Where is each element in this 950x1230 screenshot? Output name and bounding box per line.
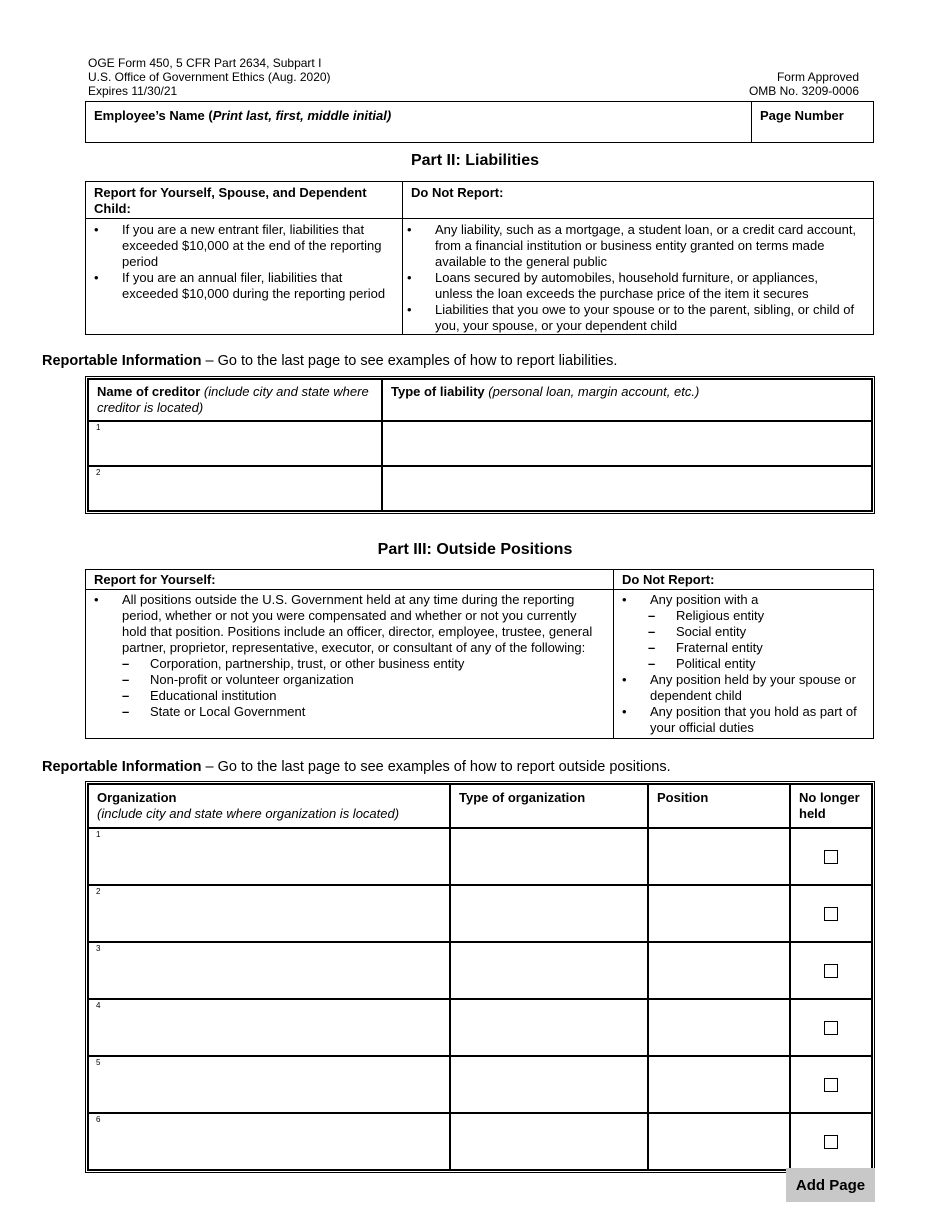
form-line-2: U.S. Office of Government Ethics (Aug. 2020) (88, 70, 331, 84)
form-line-1: OGE Form 450, 5 CFR Part 2634, Subpart I (88, 56, 322, 70)
row-number: 2 (96, 468, 101, 477)
part2-do-not-item: • Liabilities that you owe to your spouse or to the parent, sibling, or child of you, your spouse, or your dependent child (399, 302, 857, 334)
part3-reportable-text: – Go to the last page to see examples of how to report outside positions. (201, 759, 671, 775)
add-page-button[interactable]: Add Page (786, 1168, 875, 1202)
part3-report-subitem: – Non-profit or volunteer organization (122, 672, 595, 688)
part3-report-text: All positions outside the U.S. Government held at any time during the reporting period, whether or not you were compensated and whether or not you currently hold that position. Positions include an officer, director, employee, trustee, general partner, proprietor, representative, executor, or consultant of any of the following: (122, 592, 593, 655)
position-input[interactable] (648, 999, 790, 1056)
creditor-input[interactable] (88, 466, 382, 511)
org-type-input[interactable] (450, 999, 648, 1056)
part2-report-list (86, 219, 403, 334)
position-input[interactable] (648, 1113, 790, 1170)
employee-name-hint: Print last, first, middle initial) (212, 108, 392, 123)
position-input[interactable] (648, 885, 790, 942)
part2-reportable-text: – Go to the last page to see examples of how to report liabilities. (201, 353, 618, 369)
row-number: 6 (96, 1115, 101, 1124)
creditor-header-hint: (include city and state where creditor is located) (97, 384, 369, 415)
liability-type-header-hint: (personal loan, margin account, etc.) (484, 384, 700, 399)
employee-name-field[interactable] (86, 102, 752, 142)
form-approved-text: Form Approved (776, 70, 859, 84)
table-row (88, 942, 872, 999)
part3-do-not-heading: Do Not Report: (614, 570, 873, 590)
no-longer-held-checkbox[interactable] (824, 964, 838, 978)
liabilities-table (85, 376, 875, 514)
creditor-input[interactable] (88, 421, 382, 466)
row-number: 4 (96, 1001, 101, 1010)
part3-reportable-label: Reportable Information (42, 759, 202, 775)
organization-input[interactable] (88, 828, 450, 885)
no-longer-held-cell (790, 942, 872, 999)
page-number-field[interactable] (752, 102, 873, 142)
org-type-input[interactable] (450, 1056, 648, 1113)
no-longer-held-cell (790, 1113, 872, 1170)
part2-report-item: • If you are a new entrant filer, liabilities that exceeded $10,000 at the end of the reporting period (86, 222, 392, 270)
part2-do-not-heading: Do Not Report: (403, 182, 873, 219)
org-type-input[interactable] (450, 885, 648, 942)
row-number: 1 (96, 830, 101, 839)
liability-type-header-label: Type of liability (391, 384, 485, 399)
part3-do-not-subitem: – Political entity (648, 656, 865, 672)
omb-approval (749, 70, 859, 98)
row-number: 5 (96, 1058, 101, 1067)
part2-reportable-info (42, 353, 617, 369)
part3-report-list (86, 590, 614, 738)
org-type-column-header: Type of organization (450, 784, 648, 828)
no-longer-held-checkbox[interactable] (824, 1135, 838, 1149)
part3-do-not-subitem: – Religious entity (648, 608, 865, 624)
position-column-header: Position (648, 784, 790, 828)
position-input[interactable] (648, 942, 790, 999)
organization-input[interactable] (88, 1056, 450, 1113)
organization-input[interactable] (88, 942, 450, 999)
part3-reportable-info (42, 759, 671, 775)
organization-header-label: Organization (97, 790, 177, 805)
no-longer-held-cell (790, 828, 872, 885)
positions-header-row (88, 784, 872, 828)
page-number-label: Page Number (760, 108, 844, 123)
part2-report-heading: Report for Yourself, Spouse, and Dependent Child: (86, 182, 403, 219)
no-longer-held-checkbox[interactable] (824, 850, 838, 864)
no-longer-held-checkbox[interactable] (824, 1078, 838, 1092)
table-row (88, 885, 872, 942)
employee-info-box (85, 101, 874, 143)
part3-do-not-text: Any position with a (650, 592, 759, 607)
no-longer-held-cell (790, 1056, 872, 1113)
part3-do-not-subitem: – Fraternal entity (648, 640, 865, 656)
row-number: 1 (96, 423, 101, 432)
creditor-header-label: Name of creditor (97, 384, 201, 399)
no-longer-held-cell (790, 999, 872, 1056)
omb-number: OMB No. 3209-0006 (748, 84, 859, 98)
organization-column-header (88, 784, 450, 828)
position-input[interactable] (648, 1056, 790, 1113)
part3-do-not-item: • Any position that you hold as part of your official duties (614, 704, 865, 736)
part2-title: Part II: Liabilities (410, 152, 540, 169)
org-type-input[interactable] (450, 1113, 648, 1170)
part3-report-subitem: – Educational institution (122, 688, 595, 704)
outside-positions-table (85, 781, 875, 1173)
part3-report-subitem: – State or Local Government (122, 704, 595, 720)
organization-input[interactable] (88, 1113, 450, 1170)
row-number: 3 (96, 944, 101, 953)
form-line-3: Expires 11/30/21 (88, 84, 178, 98)
part3-title: Part III: Outside Positions (377, 541, 573, 558)
position-input[interactable] (648, 828, 790, 885)
part3-report-heading: Report for Yourself: (86, 570, 614, 590)
table-row (88, 1056, 872, 1113)
part3-report-item (86, 592, 595, 720)
liability-type-input[interactable] (382, 421, 872, 466)
liabilities-header-row (88, 379, 872, 421)
liability-type-input[interactable] (382, 466, 872, 511)
creditor-column-header (88, 379, 382, 421)
organization-input[interactable] (88, 885, 450, 942)
part3-instructions (85, 569, 874, 739)
organization-input[interactable] (88, 999, 450, 1056)
part3-report-subitem: – Corporation, partnership, trust, or other business entity (122, 656, 595, 672)
part3-do-not-item (614, 592, 865, 672)
part2-report-item: • If you are an annual filer, liabilities that exceeded $10,000 during the reporting period (86, 270, 392, 302)
table-row (88, 1113, 872, 1170)
part3-do-not-list (614, 590, 873, 738)
no-longer-held-column-header: No longer held (790, 784, 872, 828)
table-row (88, 421, 872, 466)
part2-do-not-list (403, 219, 873, 334)
no-longer-held-checkbox[interactable] (824, 1021, 838, 1035)
form-identification (88, 56, 331, 98)
no-longer-held-cell (790, 885, 872, 942)
table-row (88, 999, 872, 1056)
table-row (88, 466, 872, 511)
part3-do-not-item: • Any position held by your spouse or dependent child (614, 672, 865, 704)
part2-do-not-item: • Any liability, such as a mortgage, a student loan, or a credit card account, from a financial institution or business entity granted on terms made available to the general public (399, 222, 857, 270)
part3-do-not-subitem: – Social entity (648, 624, 865, 640)
no-longer-held-checkbox[interactable] (824, 907, 838, 921)
part2-do-not-item: • Loans secured by automobiles, household furniture, or appliances, unless the loan exceeds the purchase price of the item it secures (399, 270, 857, 302)
row-number: 2 (96, 887, 101, 896)
org-type-input[interactable] (450, 942, 648, 999)
part2-reportable-label: Reportable Information (42, 353, 202, 369)
part2-instructions (85, 181, 874, 335)
table-row (88, 828, 872, 885)
liability-type-column-header (382, 379, 872, 421)
employee-name-label: Employee’s Name ( (94, 108, 213, 123)
org-type-input[interactable] (450, 828, 648, 885)
organization-header-hint: (include city and state where organization is located) (97, 806, 400, 821)
